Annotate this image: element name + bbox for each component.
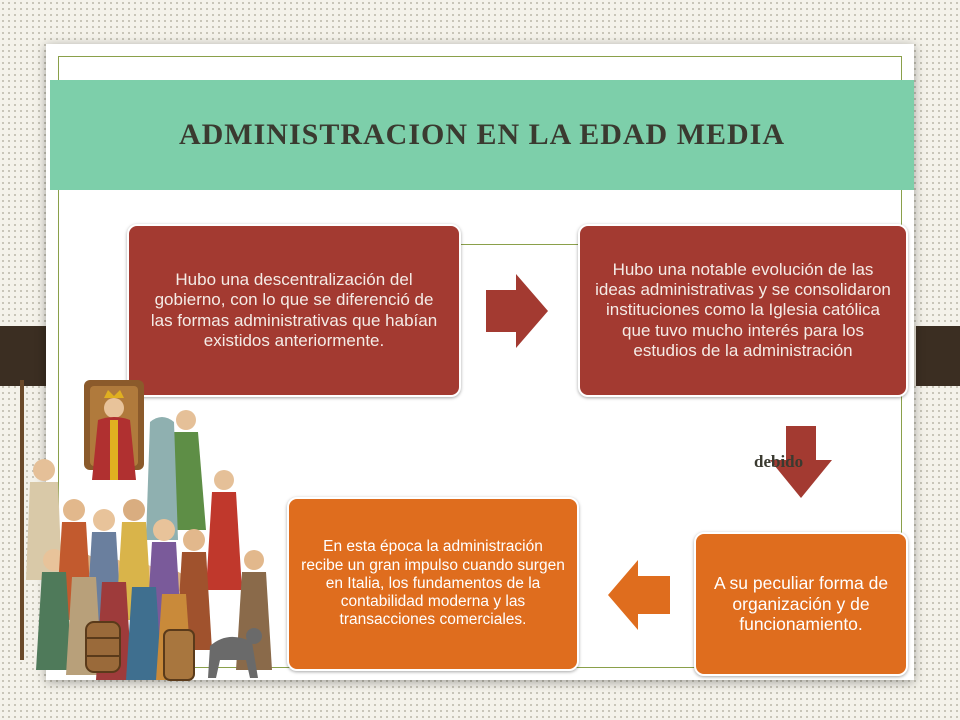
- title-banner: [50, 80, 914, 190]
- box-organization-text: A su peculiar forma de organización y de funcionamiento.: [713, 573, 889, 635]
- box-evolution-text: Hubo una notable evolución de las ideas administrativas y se consolidaron instituciones como la Iglesia católica que tuvo mucho interés para los estudios de la administración: [595, 260, 891, 360]
- arrow-right-icon: [486, 274, 550, 348]
- right-side-tab: [912, 326, 960, 386]
- box-organization: [694, 532, 908, 676]
- slide-title: ADMINISTRACION EN LA EDAD MEDIA: [178, 118, 786, 151]
- box-italy-accounting-text: En esta época la administración recibe un gran impulso cuando surgen en Italia, los fundamentos de la contabilidad moderna y las transacciones comerciales.: [301, 538, 565, 629]
- medieval-crowd-illustration: [14, 360, 284, 686]
- box-decentralization-text: Hubo una descentralización del gobierno, con lo que se diferenció de las formas administrativas que habían existidos anteriormente.: [150, 270, 438, 350]
- connector-line: [461, 244, 578, 245]
- box-evolution: [578, 224, 908, 397]
- arrow-left-icon: [608, 560, 670, 630]
- box-italy-accounting: [287, 497, 579, 671]
- connector-label: debido: [754, 452, 804, 471]
